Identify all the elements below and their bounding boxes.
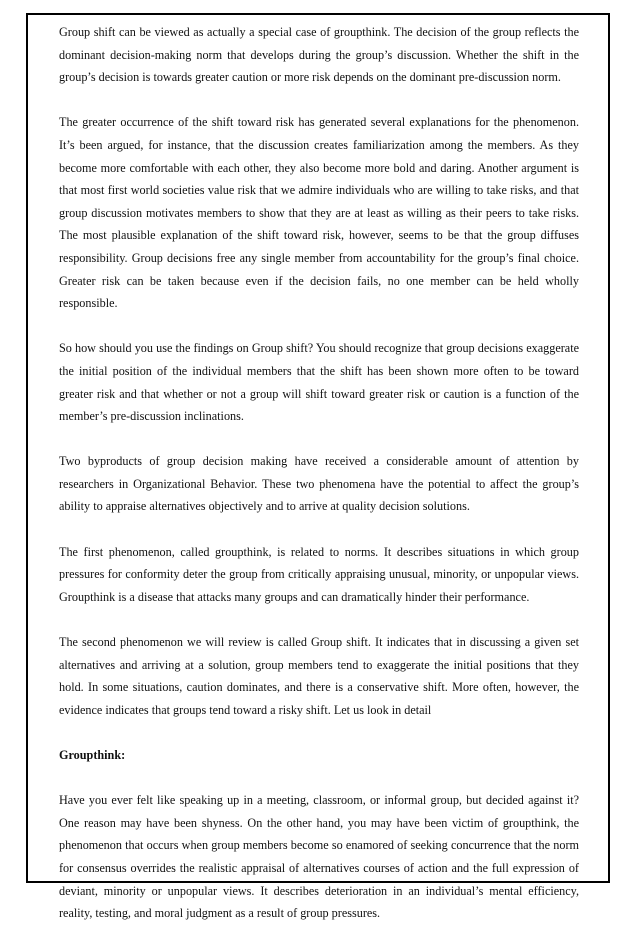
document-body (59, 21, 579, 925)
paragraph-group-shift-intro: Group shift can be viewed as actually a special case of groupthink. The decision of the group reflects the dominant decision-making norm that develops during the group’s discussion. Whether the shift in the group’s decision is towards greater caution or more risk depends on the dominant pre-discussion norm. (59, 25, 579, 85)
paragraph-risk-explanations: The greater occurrence of the shift toward risk has generated several explanations for the phenomenon. It’s been argued, for instance, that the discussion creates familiarization among the members. As they become more comfortable with each other, they also become more bold and daring. Another argument is that most first world societies value risk that we admire individuals who are willing to take risks, and that group discussion motivates members to show that they are at least as willing as their peers to take risks. The most plausible explanation of the shift toward risk, however, seems to be that the group diffuses responsibility. Group decisions free any single member from accountability for the group’s final choice. Greater risk can be taken because even if the decision fails, no one member can be held wholly responsible. (59, 115, 579, 311)
section-heading-groupthink: Groupthink: (59, 748, 126, 762)
paragraph-groupthink-body: Have you ever felt like speaking up in a meeting, classroom, or informal group, but decided against it? One reason may have been shyness. On the other hand, you may have been victim of groupthink, the phenomenon that occurs when group members become so enamored of seeking concurrence that the norm for consensus overrides the realistic appraisal of alternatives courses of action and the full expression of deviant, minority or unpopular views. It describes deterioration in an individual’s mental efficiency, reality, testing, and moral judgment as a result of group pressures. (59, 793, 579, 921)
paragraph-byproducts: Two byproducts of group decision making have received a considerable amount of attention by researchers in Organizational Behavior. These two phenomena have the potential to affect the group’s ability to appraise alternatives objectively and to arrive at quality decision solutions. (59, 454, 579, 514)
paragraph-first-phenomenon: The first phenomenon, called groupthink, is related to norms. It describes situations in which group pressures for conformity deter the group from critically appraising unusual, minority, or unpopular views. Groupthink is a disease that attacks many groups and can dramatically hinder their performance. (59, 544, 579, 604)
paragraph-second-phenomenon: The second phenomenon we will review is called Group shift. It indicates that in discussing a given set alternatives and arriving at a solution, group members tend to exaggerate the initial positions that they hold. In some situations, caution dominates, and there is a conservative shift. More often, however, the evidence indicates that groups tend toward a risky shift. Let us look in detail (59, 635, 579, 717)
paragraph-using-findings: So how should you use the findings on Group shift? You should recognize that group decisions exaggerate the initial position of the individual members that the shift has been shown more often to be toward greater risk and that whether or not a group will shift toward greater risk or caution is a function of the member’s pre-discussion inclinations. (59, 341, 579, 424)
